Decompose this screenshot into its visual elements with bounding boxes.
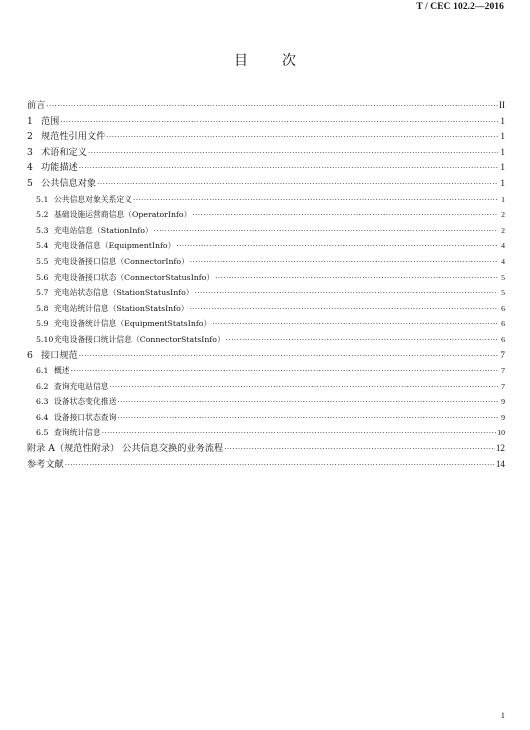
- toc-entry-page: 2: [501, 225, 505, 235]
- toc-entry-page: 6: [501, 319, 505, 329]
- dot-leader: [192, 208, 498, 224]
- toc-entry-label: 规范性引用文件: [41, 131, 106, 143]
- dot-leader: [133, 193, 498, 209]
- toc-entry-page: 14: [495, 458, 505, 469]
- toc-entry[interactable]: [27, 348, 505, 364]
- toc-entry-page: 9: [501, 412, 505, 422]
- dot-leader: [212, 317, 498, 333]
- toc-entry[interactable]: [27, 285, 505, 301]
- toc-entry-label: 基础设施运营商信息（OperatorInfo）: [54, 210, 192, 220]
- toc-entry[interactable]: [27, 145, 505, 161]
- toc-entry-number: 5.5: [36, 256, 49, 266]
- toc-entry-label: 查询统计信息: [54, 428, 101, 438]
- toc-entry-page: 1: [500, 131, 505, 142]
- toc-entry-label: 前言: [27, 100, 46, 111]
- toc-entry-number: 6: [27, 349, 33, 361]
- toc-title-left: 目: [234, 53, 248, 69]
- toc-entry-page: 2: [501, 210, 505, 220]
- document-code: T / CEC 102.2—2016: [416, 2, 504, 12]
- toc-entry-page: 5: [501, 272, 505, 282]
- toc-entry-page: 1: [501, 194, 505, 204]
- dot-leader: [60, 115, 498, 131]
- toc-entry-label: 公共信息对象关系定义: [54, 194, 132, 204]
- toc-entry-number: 6.3: [36, 397, 49, 407]
- dot-leader: [46, 99, 498, 115]
- dot-leader: [88, 146, 498, 162]
- toc-entry-label: 接口规范: [41, 349, 78, 361]
- dot-leader: [190, 302, 498, 318]
- toc-entry[interactable]: [27, 192, 505, 208]
- toc-entry[interactable]: [27, 238, 505, 254]
- dot-leader: [154, 224, 498, 240]
- toc-entry-page: 10: [497, 428, 505, 438]
- dot-leader: [97, 177, 498, 193]
- toc-entry-number: 5.10: [36, 334, 54, 344]
- toc-entry-label: 设备状态变化推送: [54, 397, 117, 407]
- toc-entry[interactable]: [27, 441, 505, 457]
- toc-entry-label: 充电设备接口统计信息（ConnectorStatsInfo）: [54, 334, 225, 344]
- toc-entry-label: 充电设备接口状态（ConnectorStatusInfo）: [54, 272, 215, 282]
- toc-entry-label: 附录 A（规范性附录） 公共信息交换的业务流程: [27, 443, 224, 455]
- toc-entry-page: 9: [501, 397, 505, 407]
- toc-entry-number: 5.4: [36, 241, 49, 251]
- toc-entry-number: 6.1: [36, 366, 49, 376]
- toc-entry-page: 4: [501, 241, 505, 251]
- toc-entry[interactable]: [27, 160, 505, 176]
- toc-entry-page: 1: [500, 162, 505, 173]
- page-number: 1: [500, 710, 505, 720]
- dot-leader: [226, 333, 498, 349]
- dot-leader: [224, 442, 495, 458]
- toc-entry[interactable]: [27, 270, 505, 286]
- toc-entry-page: 6: [501, 334, 505, 344]
- dot-leader: [117, 411, 498, 427]
- toc-entry-page: 7: [500, 349, 505, 360]
- toc-entry-label: 充电站统计信息（StationStatsInfo）: [54, 303, 189, 313]
- toc-entry-label: 充电站信息（StationInfo）: [54, 225, 153, 235]
- toc-entry-label: 充电设备统计信息（EquipmentStatsInfo）: [54, 319, 212, 329]
- toc-title: [0, 50, 530, 70]
- toc-entry-number: 4: [27, 162, 33, 174]
- toc-entry-number: 1: [27, 115, 33, 127]
- toc-entry[interactable]: [27, 207, 505, 223]
- toc-entry-page: II: [498, 100, 505, 110]
- toc-entry-number: 5.7: [36, 288, 49, 298]
- dot-leader: [65, 458, 495, 474]
- dot-leader: [190, 255, 498, 271]
- toc-entry-number: 5.9: [36, 319, 49, 329]
- toc-entry[interactable]: [27, 223, 505, 239]
- dot-leader: [176, 239, 498, 255]
- toc-entry[interactable]: [27, 425, 505, 441]
- toc-entry[interactable]: [27, 129, 505, 145]
- dot-leader: [102, 426, 496, 442]
- dot-leader: [79, 349, 498, 365]
- toc-entry-label: 充电设备信息（EquipmentInfo）: [54, 241, 176, 251]
- toc-entry[interactable]: [27, 394, 505, 410]
- toc-entry-page: 7: [501, 381, 505, 391]
- toc-entry-number: 5.1: [36, 194, 49, 204]
- toc-entry[interactable]: [27, 379, 505, 395]
- toc-entry-page: 12: [495, 443, 505, 454]
- toc-entry-number: 5.3: [36, 225, 49, 235]
- toc-entry-number: 5.8: [36, 303, 49, 313]
- dot-leader: [215, 271, 498, 287]
- dot-leader: [106, 130, 498, 146]
- toc-entry-number: 6.5: [36, 428, 49, 438]
- toc-entry-label: 查询充电站信息: [54, 381, 109, 391]
- toc-entry-label: 充电站状态信息（StationStatusInfo）: [54, 288, 194, 298]
- toc-entry-page: 1: [500, 146, 505, 157]
- toc-entry[interactable]: [27, 363, 505, 379]
- toc-entry-number: 6.2: [36, 381, 49, 391]
- toc-entry[interactable]: [27, 301, 505, 317]
- dot-leader: [195, 286, 498, 302]
- toc-entry-label: 功能描述: [41, 162, 78, 174]
- toc-entry-number: 2: [27, 131, 33, 143]
- toc-entry-label: 公共信息对象: [41, 177, 97, 189]
- toc-title-right: 次: [282, 53, 296, 69]
- toc-entry[interactable]: [27, 457, 505, 473]
- toc-entry-number: 6.4: [36, 412, 49, 422]
- toc-entry-label: 范围: [41, 115, 60, 127]
- toc-entry-label: 设备接口状态查询: [54, 412, 117, 422]
- toc-entry[interactable]: [27, 114, 505, 130]
- toc-entry-page: 4: [501, 256, 505, 266]
- toc-entry[interactable]: [27, 254, 505, 270]
- toc-entry-page: 1: [500, 115, 505, 126]
- toc-entry[interactable]: [27, 316, 505, 332]
- toc-entry-page: 5: [501, 288, 505, 298]
- toc-entry-label: 术语和定义: [41, 146, 87, 158]
- dot-leader: [79, 161, 498, 177]
- toc-entry-number: 5.6: [36, 272, 49, 282]
- toc-entry[interactable]: [27, 332, 505, 348]
- toc-entry-number: 3: [27, 146, 33, 158]
- toc-entry-label: 充电设备接口信息（ConnectorInfo）: [54, 256, 189, 266]
- toc-entry-label: 概述: [54, 366, 70, 376]
- toc-entry-number: 5: [27, 177, 33, 189]
- toc-entry[interactable]: [27, 410, 505, 426]
- toc-entry-page: 7: [501, 366, 505, 376]
- toc-entry[interactable]: [27, 98, 505, 114]
- dot-leader: [71, 364, 498, 380]
- toc-entry-label: 参考文献: [27, 458, 64, 470]
- toc-entry[interactable]: [27, 176, 505, 192]
- dot-leader: [110, 380, 498, 396]
- toc-entry-page: 1: [500, 177, 505, 188]
- toc-entry-page: 6: [501, 303, 505, 313]
- dot-leader: [117, 395, 498, 411]
- toc-entry-number: 5.2: [36, 210, 49, 220]
- table-of-contents: [27, 98, 505, 472]
